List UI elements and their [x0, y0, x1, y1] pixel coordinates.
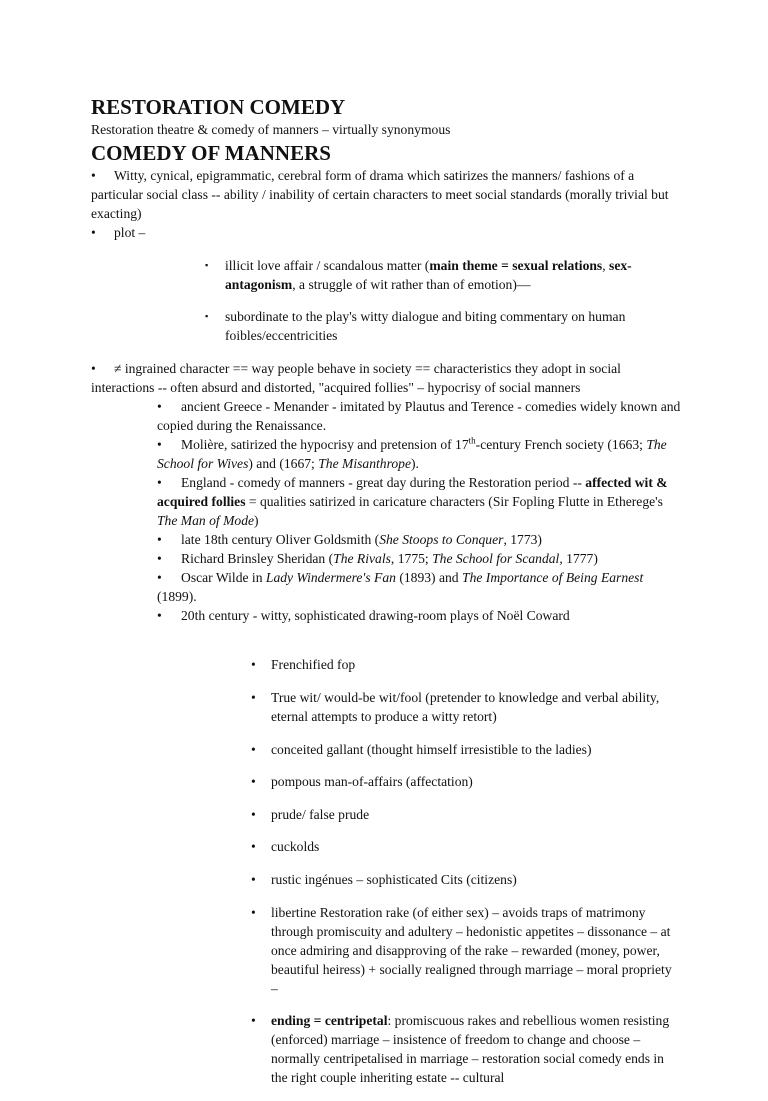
- history-coward: [157, 606, 681, 625]
- bullet-icon: •: [157, 607, 162, 623]
- text-run: Molière, satirized the hypocrisy and pretension of 17: [181, 436, 469, 452]
- subtitle: Restoration theatre & comedy of manners – virtually synonymous: [91, 122, 451, 137]
- type-text: True wit/ would-be wit/fool (pretender to knowledge and verbal ability, eternal attempts to produce a witty retort): [271, 689, 660, 724]
- play-title: The Rivals: [333, 550, 391, 566]
- spacer: [91, 625, 681, 642]
- history-goldsmith: [157, 530, 681, 549]
- play-title: Lady Windermere's Fan: [265, 569, 396, 585]
- subbullet-love-affair: [205, 256, 681, 294]
- text-run-bold: sex-antagonism: [225, 257, 632, 292]
- history-sheridan: [157, 549, 681, 568]
- type-item: [251, 870, 681, 889]
- square-bullet-icon: ▪: [205, 259, 209, 270]
- bullet-plot: [91, 223, 681, 242]
- text-run: , 1773): [503, 531, 542, 547]
- text-run: illicit love affair / scandalous matter (: [225, 257, 430, 273]
- type-item: [251, 805, 681, 824]
- play-title: The Man of Mode: [157, 512, 255, 528]
- type-item: [251, 837, 681, 856]
- text-run: ,: [602, 257, 610, 273]
- superscript: th: [468, 435, 476, 446]
- bullet-icon: •: [251, 657, 256, 673]
- type-text: conceited gallant (thought himself irresistible to the ladies): [271, 741, 592, 757]
- play-title: The School for Scandal: [432, 550, 560, 566]
- history-moliere: [157, 435, 681, 473]
- type-item-ending: [251, 1011, 681, 1087]
- text-run: Oscar Wilde in: [181, 569, 266, 585]
- bullet-icon: •: [251, 904, 256, 920]
- text-run: (1893) and: [395, 569, 463, 585]
- text-run: England - comedy of manners - great day during the Restoration period --: [181, 474, 586, 490]
- type-text: pompous man-of-affairs (affectation): [271, 774, 473, 790]
- play-title: The School for Wives: [157, 436, 667, 471]
- bullet-icon: •: [157, 550, 162, 566]
- text-run: -century French society (1663;: [475, 436, 647, 452]
- type-item: [251, 655, 681, 674]
- text-run: subordinate to the play's witty dialogue and biting commentary on human foibles/eccentricities: [225, 309, 626, 344]
- bullet-text: plot –: [114, 225, 146, 240]
- play-title: The Importance of Being Earnest: [462, 569, 644, 585]
- bullet-icon: •: [91, 360, 96, 376]
- section-heading: COMEDY OF MANNERS: [91, 141, 331, 165]
- type-text: cuckolds: [271, 839, 320, 855]
- type-text: prude/ false prude: [271, 806, 370, 822]
- bullet-character: [91, 359, 681, 397]
- type-text: rustic ingénues – sophisticated Cits (citizens): [271, 871, 517, 887]
- history-greece: [157, 397, 681, 435]
- play-title: She Stoops to Conquer: [379, 531, 504, 547]
- bullet-icon: •: [91, 225, 96, 240]
- text-run-bold: affected wit & acquired follies: [157, 474, 668, 509]
- bullet-definition: [91, 166, 681, 223]
- text-run: ) and (1667;: [248, 455, 319, 471]
- type-item: [251, 688, 681, 726]
- bullet-icon: •: [251, 839, 256, 855]
- text-run: , a struggle of wit rather than of emotion)—: [292, 276, 531, 292]
- bullet-icon: •: [251, 689, 256, 705]
- bullet-icon: •: [251, 741, 256, 757]
- type-item: [251, 903, 681, 998]
- text-run: 20th century - witty, sophisticated drawing-room plays of Noël Coward: [181, 607, 570, 623]
- bullet-icon: •: [251, 871, 256, 887]
- text-run-bold: ending = centripetal: [271, 1013, 388, 1029]
- history-england: [157, 473, 681, 530]
- bullet-icon: •: [91, 168, 96, 183]
- text-run: , 1777): [559, 550, 598, 566]
- text-run-bold: main theme = sexual relations: [429, 257, 603, 273]
- bullet-icon: •: [251, 774, 256, 790]
- document-body: [91, 94, 681, 1101]
- text-run: late 18th century Oliver Goldsmith (: [181, 531, 380, 547]
- bullet-icon: •: [157, 436, 162, 452]
- text-run: Richard Brinsley Sheridan (: [181, 550, 334, 566]
- text-run: ).: [410, 455, 419, 471]
- text-run: = qualities satirized in caricature characters (Sir Fopling Flutte in Etherege's: [245, 493, 663, 509]
- text-run: ancient Greece - Menander - imitated by Plautus and Terence - comedies widely known and copied during the Renaissance.: [157, 398, 681, 433]
- type-item: [251, 740, 681, 759]
- bullet-icon: •: [157, 474, 162, 490]
- square-bullet-icon: ▪: [205, 311, 209, 322]
- bullet-text: ≠ ingrained character == way people behave in society == characteristics they adopt in social interactions -- often absurd and distorted, "acquired follies" – hypocrisy of social manners: [91, 360, 621, 395]
- type-text: Frenchified fop: [271, 657, 356, 673]
- bullet-icon: •: [251, 1013, 256, 1029]
- history-wilde: [157, 568, 681, 606]
- text-run: , 1775;: [390, 550, 433, 566]
- text-run: ): [254, 512, 259, 528]
- type-item: [251, 772, 681, 791]
- play-title: The Misanthrope: [318, 455, 411, 471]
- bullet-icon: •: [157, 398, 162, 414]
- bullet-icon: •: [157, 531, 162, 547]
- type-text: : promiscuous rakes and rebellious women resisting (enforced) marriage – insistence of freedom to change and choose – normally centripetalised in marriage – restoration social comedy ends in the right couple inheriting estate -- cultural: [271, 1013, 670, 1086]
- text-run: (1899).: [157, 588, 197, 604]
- bullet-icon: •: [251, 806, 256, 822]
- page-title: RESTORATION COMEDY: [91, 95, 346, 119]
- bullet-text: Witty, cynical, epigrammatic, cerebral form of drama which satirizes the manners/ fashions of a particular social class -- ability / inability of certain characters to meet social standards (morally trivial but exacting): [91, 168, 669, 221]
- type-text: libertine Restoration rake (of either sex) – avoids traps of matrimony through promiscuity and adultery – hedonistic appetites – dissonance – at once admiring and disapproving of the rake – rewarded (money, power, beautiful heiress) + socially realigned through marriage – moral propriety –: [271, 904, 672, 996]
- subbullet-dialogue: [205, 307, 681, 345]
- bullet-icon: •: [157, 569, 162, 585]
